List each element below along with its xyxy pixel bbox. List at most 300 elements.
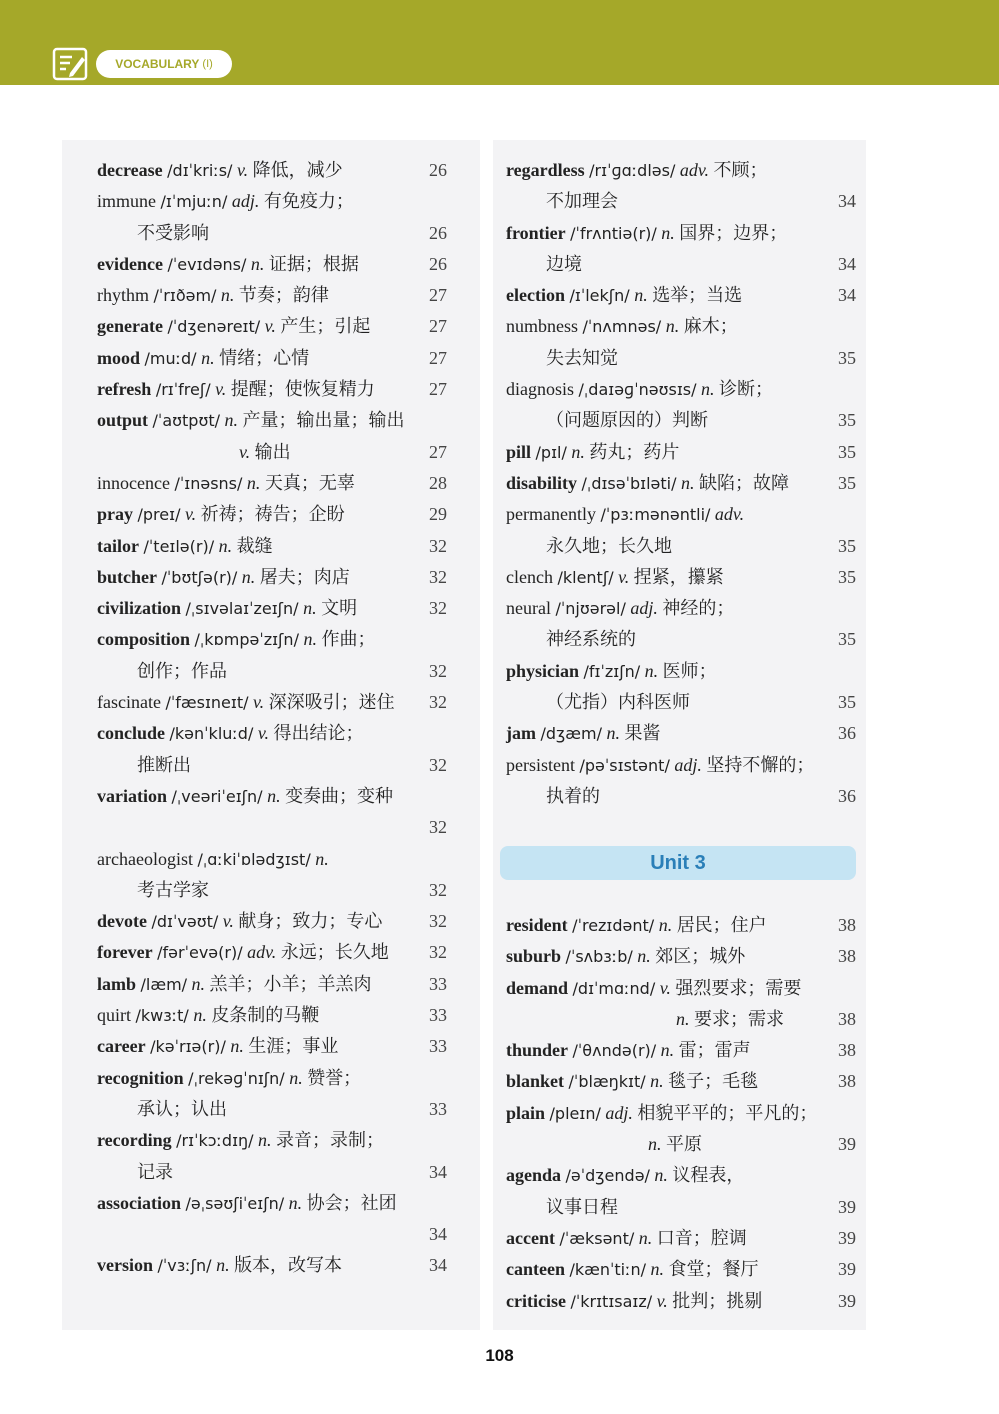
vocab-entry-continuation [97,812,447,843]
vocab-entry-continuation [506,405,856,436]
vocab-entry [506,280,856,311]
vocab-entry [97,405,447,436]
entry-phonetic: /preɪ/ [137,505,181,525]
entry-meaning: 果酱 [624,723,661,744]
entry-page: 27 [429,379,447,400]
entry-phonetic: /ˌsɪvəlaɪˈzeɪʃn/ [185,599,299,619]
entry-pos: n. [241,566,256,587]
entry-meaning: 要求；需求 [694,1008,784,1029]
entry-phonetic: /ˈpɜːmənəntli/ [600,505,711,525]
vocab-entry [506,562,856,593]
entry-pos: n. [218,535,233,556]
entry-pos: n. [193,1005,207,1026]
vocab-entry [97,718,447,749]
entry-phonetic: /ˈfæsɪneɪt/ [165,693,249,713]
entry-phonetic: /pɪl/ [535,442,567,462]
entry-meaning: 产量；输出量；输出 [242,410,405,431]
entry-page: 32 [429,911,447,932]
entry-meaning: 医师； [662,660,717,681]
entry-meaning: 产生；引起 [280,316,371,337]
entry-pos: v. [656,1290,668,1311]
entry-meaning: 考古学家 [137,879,209,900]
entry-word: frontier [506,222,566,243]
entry-phonetic: /ˈrɪðəm/ [153,286,217,306]
entry-meaning: 得出结论； [273,723,364,744]
vocab-entry [506,1098,856,1129]
entry-meaning: 批判；挑剔 [672,1290,763,1311]
vocab-entry [97,499,447,530]
vocab-entry [97,687,447,718]
entry-page: 38 [838,1008,856,1029]
vocab-entry [506,973,856,1004]
vocab-entry [97,1250,447,1281]
entry-word: devote [97,911,147,932]
vocab-entry-continuation [97,656,447,687]
vocab-entry [506,1286,856,1317]
vocab-entry [506,374,856,405]
entry-phonetic: /ˈteɪlə(r)/ [143,536,215,556]
vocab-entry [506,656,856,687]
entry-page: 28 [429,472,447,493]
vocab-entry [97,781,447,812]
entry-phonetic: /ˈnjʊərəl/ [555,599,626,619]
entry-page: 34 [429,1224,447,1245]
entry-phonetic: /ˈdʒenəreɪt/ [167,317,261,337]
vocab-entry [97,280,447,311]
entry-page: 26 [429,253,447,274]
entry-word: immune [97,191,156,212]
vocab-entry [97,311,447,342]
vocab-entry-continuation [506,1129,856,1160]
right-column [506,155,856,812]
entry-pos: adv. [247,942,277,963]
entry-phonetic: /əˌsəʊʃiˈeɪʃn/ [185,1193,285,1213]
entry-phonetic: /ˈrezɪdənt/ [572,916,655,935]
entry-pos: v. [184,504,197,525]
entry-word: generate [97,316,163,337]
entry-pos: n. [288,1192,303,1213]
vocab-entry-continuation [97,1219,447,1250]
entry-meaning: 国界；边界； [679,222,788,243]
entry-page: 32 [429,566,447,587]
vocab-entry [506,718,856,749]
entry-page: 36 [838,785,856,806]
entry-meaning: 执着的 [546,785,600,806]
entry-meaning: 选举；当选 [652,285,743,306]
vocab-entry [97,531,447,562]
entry-word: conclude [97,723,166,744]
vocab-entry-continuation [506,1004,856,1035]
entry-word: output [97,410,149,431]
entry-page: 34 [838,253,856,274]
entry-pos: adv. [714,504,745,525]
entry-meaning: 祈祷；祷告；企盼 [200,504,345,525]
entry-phonetic: /fɪˈzɪʃn/ [583,661,641,681]
page-number: 108 [485,1346,514,1365]
entry-phonetic: /ˌrekəɡˈnɪʃn/ [188,1068,285,1088]
entry-meaning: 诊断； [718,379,773,400]
vocab-entry-continuation [97,875,447,906]
entry-pos: adv. [679,160,709,180]
entry-word: pill [506,441,532,462]
entry-pos: adj. [605,1102,633,1123]
vocab-entry-continuation [506,343,856,374]
entry-phonetic: /ˈfrʌntiə(r)/ [570,223,657,243]
entry-pos: v. [236,160,249,180]
entry-page: 38 [838,1040,856,1061]
entry-pos: v. [659,977,671,998]
entry-page: 33 [429,973,447,994]
entry-word: mood [97,347,141,368]
entry-phonetic: /ɪˈmjuːn/ [160,192,228,212]
entry-page: 34 [429,1161,447,1182]
vocab-entry [97,562,447,593]
entry-pos: n. [191,973,206,994]
vocab-entry [506,593,856,624]
entry-meaning: 节奏；韵律 [238,285,329,306]
vocab-entry [97,1188,447,1219]
entry-word: lamb [97,973,137,994]
vocab-entry [506,1223,856,1254]
entry-page: 38 [838,915,856,935]
entry-page: 35 [838,410,856,431]
entry-phonetic: /ˌdɪsəˈbɪləti/ [581,473,677,493]
vocab-entry [506,468,856,499]
entry-pos: n. [224,410,238,431]
entry-pos: n. [644,660,659,681]
vocab-entry [506,218,856,249]
entry-page: 27 [429,316,447,337]
entry-meaning: （尤指）内科医师 [546,692,690,713]
entry-pos: adj. [630,598,658,619]
vocab-entry [97,906,447,937]
entry-phonetic: /dɪˈvəʊt/ [151,912,219,932]
entry-meaning: 相貌平平的；平凡的； [637,1102,818,1123]
section-label-text: VOCABULARY [115,57,200,71]
entry-pos: n. [637,946,651,967]
entry-word: innocence [97,472,170,493]
entry-word: physician [506,660,580,681]
vocab-entry-continuation [506,781,856,812]
entry-meaning: 创作；作品 [137,660,227,681]
entry-meaning: 输出 [254,441,291,462]
entry-pos: v. [264,316,276,337]
unit3-column [506,910,856,1317]
vocab-entry-continuation [97,750,447,781]
entry-meaning: 推断出 [137,754,191,775]
entry-phonetic: /ˌkɒmpəˈzɪʃn/ [194,630,299,650]
entry-page: 34 [429,1255,447,1276]
entry-page: 26 [429,222,447,243]
entry-word: decrease [97,160,163,180]
entry-word: canteen [506,1259,565,1280]
entry-pos: n. [258,1130,272,1151]
entry-word: association [97,1192,182,1213]
entry-pos: n. [250,253,265,274]
entry-meaning: 赞誉； [307,1067,362,1088]
entry-word: resident [506,915,568,935]
entry-meaning: 口音；腔调 [656,1227,747,1248]
entry-pos: n. [634,285,648,306]
entry-word: butcher [97,566,157,587]
vocab-entry [97,343,447,374]
entry-page: 33 [429,1036,447,1057]
left-column [97,155,447,1282]
entry-page: 32 [429,692,447,713]
entry-word: pray [97,504,133,525]
entry-meaning: 捏紧，攥紧 [633,566,724,587]
entry-word: suburb [506,946,562,967]
entry-pos: v. [222,911,234,932]
entry-phonetic: /læm/ [140,974,188,994]
entry-meaning: 证据；根据 [268,253,359,274]
entry-page: 32 [429,754,447,775]
header-banner [0,0,999,85]
entry-page: 26 [429,160,447,180]
entry-meaning: 变奏曲；变种 [285,785,394,806]
vocab-entry-continuation [97,437,447,468]
entry-page: 32 [429,598,447,619]
entry-meaning: 永远；长久地 [280,942,389,963]
entry-page: 33 [429,1098,447,1119]
entry-word: demand [506,977,569,998]
entry-page: 32 [429,879,447,900]
vocab-entry-continuation [506,249,856,280]
entry-phonetic: /ˌdaɪəɡˈnəʊsɪs/ [578,380,697,400]
entry-page: 27 [429,441,447,462]
vocab-entry [97,937,447,968]
entry-phonetic: /ˈɪnəsns/ [174,473,243,493]
entry-word: diagnosis [506,379,575,400]
entry-page: 39 [838,1134,856,1155]
vocab-entry-continuation [506,531,856,562]
entry-phonetic: /əˈdʒendə/ [565,1166,650,1186]
vocab-entry [97,155,447,186]
entry-meaning: 食堂；餐厅 [668,1259,759,1280]
entry-pos: n. [201,347,215,368]
vocab-entry [506,1254,856,1285]
entry-phonetic: /ˈkrɪtɪsaɪz/ [570,1291,653,1311]
entry-pos: n. [676,1008,690,1029]
vocab-entry [97,186,447,217]
vocab-entry [97,249,447,280]
vocab-entry-continuation [506,624,856,655]
entry-page: 35 [838,347,856,368]
entry-meaning: 深深吸引；迷住 [268,692,395,713]
entry-meaning: 不顾； [713,160,768,180]
vocab-entry [97,468,447,499]
entry-phonetic: /muːd/ [144,348,197,368]
entry-word: regardless [506,160,585,180]
entry-phonetic: /ˈθʌndə(r)/ [572,1041,657,1061]
entry-pos: n. [220,285,235,306]
entry-phonetic: /kənˈkluːd/ [169,724,254,744]
entry-word: forever [97,942,153,963]
entry-page: 32 [429,942,447,963]
entry-pos: n. [665,316,680,337]
vocab-entry [506,910,856,941]
entry-meaning: 皮条制的马鞭 [211,1005,320,1026]
entry-page: 35 [838,692,856,713]
entry-pos: n. [289,1067,303,1088]
vocab-entry [97,1063,447,1094]
entry-word: numbness [506,316,578,337]
vocab-entry [506,750,856,781]
entry-word: archaeologist [97,848,193,869]
entry-page: 34 [838,285,856,306]
entry-pos: n. [230,1036,244,1057]
entry-page: 39 [838,1290,856,1311]
entry-meaning: 提醒；使恢复精力 [230,379,375,400]
entry-meaning: 居民；住户 [676,915,767,935]
entry-word: accent [506,1227,555,1248]
vocab-entry [97,844,447,875]
entry-pos: n. [571,441,585,462]
entry-word: thunder [506,1040,569,1061]
entry-page: 35 [838,472,856,493]
vocab-entry-continuation [97,1157,447,1188]
edit-note-icon [52,47,88,81]
vocab-entry-continuation [97,218,447,249]
entry-page: 35 [838,566,856,587]
vocab-entry [506,941,856,972]
entry-phonetic: /kəˈrɪə(r)/ [150,1037,226,1057]
entry-meaning: 议事日程 [546,1196,618,1217]
entry-phonetic: /ˈsʌbɜːb/ [565,947,633,967]
entry-phonetic: /ɪˈlekʃn/ [569,286,630,306]
entry-phonetic: /rɪˈkɔːdɪŋ/ [176,1131,254,1151]
vocab-entry-continuation [506,687,856,718]
entry-word: quirt [97,1005,131,1026]
entry-page: 39 [838,1227,856,1248]
vocab-entry-continuation [506,186,856,217]
entry-pos: n. [606,723,620,744]
entry-word: civilization [97,598,181,619]
entry-page: 29 [429,504,447,525]
entry-meaning: 降低，减少 [252,160,343,180]
entry-meaning: 羔羊；小羊；羊羔肉 [209,973,372,994]
entry-meaning: 边境 [546,253,582,274]
entry-pos: n. [650,1071,664,1092]
entry-pos: adj. [231,191,260,212]
vocab-entry [506,1160,856,1191]
entry-word: jam [506,723,536,744]
entry-page: 39 [838,1259,856,1280]
entry-word: composition [97,629,191,650]
entry-meaning: 协会；社团 [306,1192,397,1213]
entry-meaning: 失去知觉 [546,347,618,368]
entry-meaning: 屠夫；肉店 [259,566,350,587]
entry-word: recognition [97,1067,184,1088]
entry-pos: v. [618,566,630,587]
entry-pos: n. [216,1255,230,1276]
entry-pos: n. [700,379,715,400]
entry-page: 34 [838,191,856,212]
entry-word: election [506,285,565,306]
entry-meaning: 不受影响 [137,222,209,243]
entry-meaning: 缺陷；故障 [699,472,789,493]
entry-page: 32 [429,535,447,556]
entry-page: 36 [838,723,856,744]
entry-page: 32 [429,660,447,681]
vocab-entry [97,969,447,1000]
entry-word: permanently [506,504,596,525]
entry-word: plain [506,1102,546,1123]
entry-meaning: 生涯；事业 [248,1036,339,1057]
entry-meaning: 永久地；长久地 [546,535,672,556]
entry-page: 27 [429,285,447,306]
entry-phonetic: /kwɜːt/ [135,1006,189,1026]
vocab-entry [97,624,447,655]
entry-word: evidence [97,253,163,274]
entry-phonetic: /ˈevɪdəns/ [167,254,247,274]
entry-phonetic: /ˈbʊtʃə(r)/ [161,567,238,587]
entry-word: neural [506,598,551,619]
entry-pos: n. [658,915,673,935]
entry-word: blanket [506,1071,565,1092]
vocab-entry [97,1000,447,1031]
entry-meaning: 献身；致力；专心 [238,911,383,932]
entry-phonetic: /dʒæm/ [540,724,602,744]
entry-page: 35 [838,629,856,650]
entry-page: 32 [429,817,447,838]
entry-pos: n. [654,1165,668,1186]
entry-page: 27 [429,347,447,368]
vocab-entry-continuation [506,1192,856,1223]
entry-phonetic: /pəˈsɪstənt/ [579,755,670,775]
entry-phonetic: /dɪˈkriːs/ [167,161,233,180]
entry-phonetic: /ˈaʊtpʊt/ [152,411,220,431]
entry-meaning: 强烈要求；需要 [675,977,802,998]
entry-meaning: 文明 [321,598,358,619]
entry-phonetic: /fərˈevə(r)/ [157,943,243,963]
entry-word: disability [506,472,578,493]
entry-phonetic: /ˈblæŋkɪt/ [568,1072,646,1092]
entry-page: 33 [429,1005,447,1026]
entry-pos: v. [239,441,251,462]
entry-pos: n. [681,472,695,493]
entry-word: fascinate [97,692,161,713]
entry-phonetic: /ˈnʌmnəs/ [582,317,662,337]
entry-word: variation [97,785,167,806]
vocab-entry [97,1031,447,1062]
entry-pos: n. [648,1134,662,1155]
entry-meaning: 记录 [137,1161,173,1182]
entry-pos: adj. [674,754,702,775]
entry-page: 38 [838,946,856,967]
entry-page: 35 [838,535,856,556]
entry-page: 35 [838,441,856,462]
entry-phonetic: /rɪˈɡɑːdləs/ [589,161,676,180]
section-label-sub: (I) [202,58,213,70]
entry-pos: n. [315,848,329,869]
entry-meaning: 版本，改写本 [234,1255,343,1276]
entry-phonetic: /klentʃ/ [557,567,614,587]
vocab-entry [97,374,447,405]
entry-phonetic: /ˌveəriˈeɪʃn/ [171,786,263,806]
entry-meaning: 神经的； [662,598,735,619]
entry-meaning: 天真；无辜 [264,472,355,493]
entry-meaning: 作曲； [321,629,376,650]
entry-word: version [97,1255,153,1276]
entry-phonetic: /ˈæksənt/ [559,1228,635,1248]
entry-meaning: 郊区；城外 [655,946,746,967]
vocab-entry [506,1066,856,1097]
vocab-entry [506,437,856,468]
entry-pos: n. [638,1227,653,1248]
entry-meaning: 神经系统的 [546,629,636,650]
entry-meaning: 不加理会 [546,191,618,212]
